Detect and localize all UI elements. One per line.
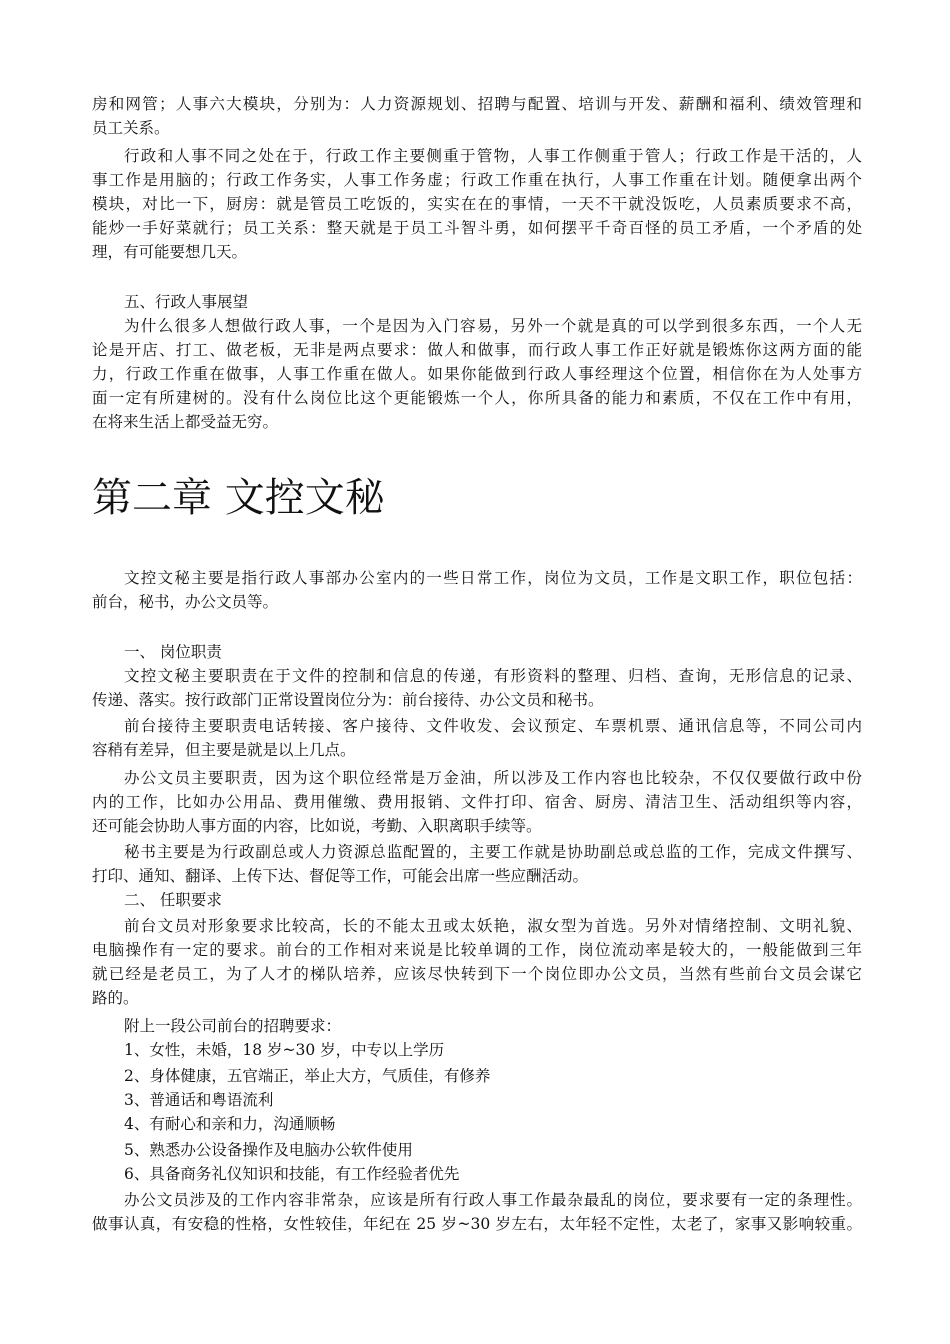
body-line: 办公文员涉及的工作内容非常杂，应该是所有行政人事工作最杂最乱的岗位，要求要有一定的条理性。: [124, 1191, 862, 1209]
section-heading: 一、 岗位职责: [124, 643, 222, 661]
body-line: 行政和人事不同之处在于，行政工作主要侧重于管物，人事工作侧重于管人；行政工作是干活的，人: [124, 147, 862, 165]
section-heading: 二、 任职要求: [124, 891, 222, 909]
body-line: 文控文秘主要是指行政人事部办公室内的一些日常工作，岗位为文员，工作是文职工作，职位包括：: [124, 569, 862, 587]
chapter-title: 第二章 文控文秘: [92, 475, 385, 521]
body-line: 为什么很多人想做行政人事，一个是因为入门容易，另外一个就是真的可以学到很多东西，一个人无: [124, 317, 862, 335]
list-item: 2、身体健康，五官端正，举止大方，气质佳，有修养: [124, 1067, 491, 1085]
body-line: 秘书主要是为行政副总或人力资源总监配置的，主要工作就是协助副总或总监的工作，完成文件撰写、: [124, 843, 862, 861]
body-line: 内的工作，比如办公用品、费用催缴、费用报销、文件打印、宿舍、厨房、清洁卫生、活动组织等内容，: [92, 793, 862, 811]
body-line: 事工作是用脑的；行政工作务实，人事工作务虚；行政工作重在执行，人事工作重在计划。随便拿出两个: [92, 171, 862, 189]
list-item: 5、熟悉办公设备操作及电脑办公软件使用: [124, 1141, 413, 1159]
body-line: 就已经是老员工，为了人才的梯队培养，应该尽快转到下一个岗位即办公文员，当然有些前台文员会谋它: [92, 965, 862, 983]
section-heading: 五、行政人事展望: [124, 293, 249, 311]
body-line: 还可能会协助人事方面的内容，比如说，考勤、入职离职手续等。: [92, 817, 542, 835]
body-line: 面一定有所建树的。没有什么岗位比这个更能锻炼一个人，你所具备的能力和素质，不仅在工作中有用，: [92, 389, 862, 407]
list-item: 6、具备商务礼仪知识和技能，有工作经验者优先: [124, 1165, 460, 1183]
body-line: 传递、落实。按行政部门正常设置岗位分为：前台接待、办公文员和秘书。: [92, 691, 604, 709]
body-line: 路的。: [92, 989, 139, 1007]
body-line: 模块，对比一下，厨房：就是管员工吃饭的，实实在在的事情，一天不干就没饭吃，人员素质要求不高，: [92, 195, 862, 213]
body-line: 容稍有差异，但主要是就是以上几点。: [92, 741, 356, 759]
list-item: 4、有耐心和亲和力，沟通顺畅: [124, 1115, 336, 1133]
body-line: 前台接待主要职责电话转接、客户接待、文件收发、会议预定、车票机票、通讯信息等，不同公司内: [124, 717, 862, 735]
body-line: 力，行政工作重在做事，人事工作重在做人。如果你能做到行政人事经理这个位置，相信你在为人处事方: [92, 365, 862, 383]
body-line: 理，有可能要想几天。: [92, 243, 248, 261]
body-line: 附上一段公司前台的招聘要求：: [124, 1017, 342, 1035]
body-line: 电脑操作有一定的要求。前台的工作相对来说是比较单调的工作，岗位流动率是较大的，一般能做到三年: [92, 941, 862, 959]
body-line: 做事认真，有安稳的性格，女性较佳，年纪在 25 岁~30 岁左右，太年轻不定性，太老了，家事又影响较重。: [92, 1215, 862, 1233]
body-line: 房和网管；人事六大模块，分别为：人力资源规划、招聘与配置、培训与开发、薪酬和福利、绩效管理和: [92, 95, 862, 113]
list-item: 3、普通话和粤语流利: [124, 1091, 274, 1109]
body-line: 员工关系。: [92, 119, 170, 137]
body-line: 能炒一手好菜就行；员工关系：整天就是于员工斗智斗勇，如何摆平千奇百怪的员工矛盾，一个矛盾的处: [92, 219, 862, 237]
body-line: 前台文员对形象要求比较高，长的不能太丑或太妖艳，淑女型为首选。另外对情绪控制、文明礼貌、: [124, 917, 862, 935]
body-line: 前台，秘书，办公文员等。: [92, 593, 279, 611]
body-line: 办公文员主要职责，因为这个职位经常是万金油，所以涉及工作内容也比较杂，不仅仅要做行政中份: [124, 769, 862, 787]
body-line: 在将来生活上都受益无穷。: [92, 413, 279, 431]
body-line: 论是开店、打工、做老板，无非是两点要求：做人和做事，而行政人事工作正好就是锻炼你这两方面的能: [92, 341, 862, 359]
body-line: 打印、通知、翻译、上传下达、督促等工作，可能会出席一些应酬活动。: [92, 867, 589, 885]
body-line: 文控文秘主要职责在于文件的控制和信息的传递，有形资料的整理、归档、查询，无形信息的记录、: [124, 667, 862, 685]
list-item: 1、女性，未婚，18 岁~30 岁，中专以上学历: [124, 1041, 445, 1059]
